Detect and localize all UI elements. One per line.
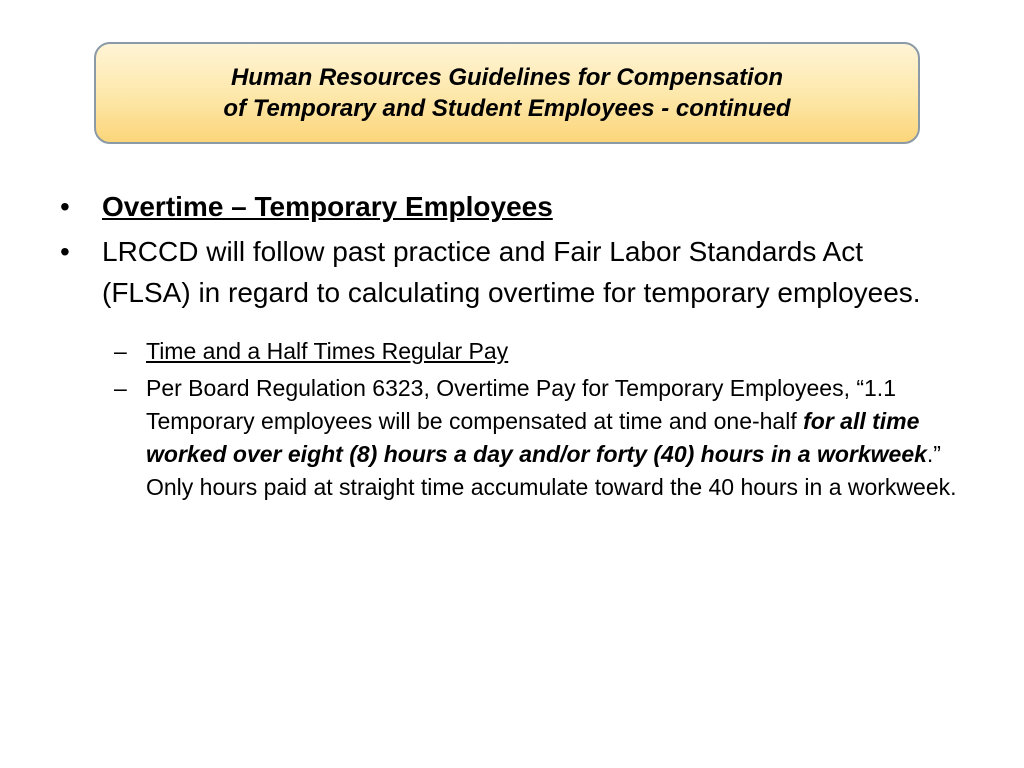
title-line-2: of Temporary and Student Employees - continued (223, 95, 791, 122)
sub-bullet-marker: – (114, 338, 127, 364)
sub-bullet-item-1 (114, 335, 958, 368)
bullet-item-body (58, 231, 958, 313)
regulation-text-end: .” Only hours paid at straight time accumulate toward the 40 hours in a workweek. (146, 441, 957, 500)
regulation-text-start: Per Board Regulation 6323, Overtime Pay for Temporary Employees, “1.1 Temporary employees will be compensated at time and one-half (146, 375, 896, 434)
sub-bullet-item-2 (114, 372, 958, 504)
title-line-1: Human Resources Guidelines for Compensation (230, 64, 784, 91)
sub-bullet-list (114, 335, 958, 504)
bullet-body-text: LRCCD will follow past practice and Fair Labor Standards Act (FLSA) in regard to calculating overtime for temporary employees. (102, 236, 921, 308)
bullet-marker: • (60, 191, 70, 222)
regulation-emphasis: for all time worked over eight (8) hours a day and/or forty (40) hours in a workweek (146, 408, 927, 467)
sub-bullet-marker: – (114, 375, 127, 401)
sub-bullet-text-2 (146, 372, 958, 504)
bullet-list (58, 186, 958, 508)
sub-bullet-text-1: Time and a Half Times Regular Pay (146, 338, 509, 364)
bullet-heading-text: Overtime – Temporary Employees (102, 191, 553, 222)
bullet-marker: • (60, 236, 70, 267)
slide-title-box (94, 42, 920, 144)
bullet-item-heading (58, 186, 958, 227)
